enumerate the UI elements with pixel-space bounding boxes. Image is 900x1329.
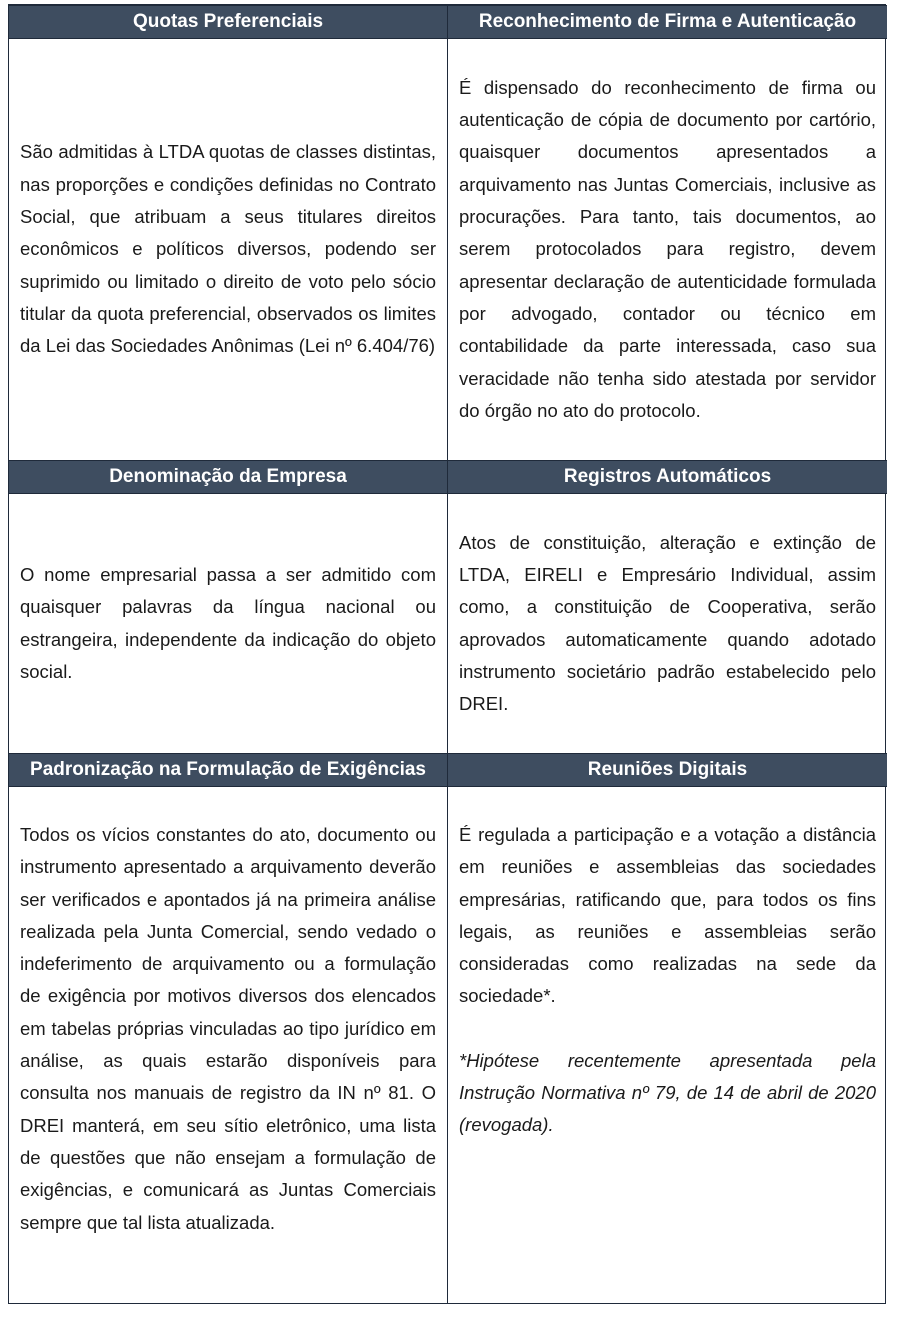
cell-padronizacao-exigencias (9, 787, 448, 1303)
header-quotas-preferenciais: Quotas Preferenciais (9, 5, 448, 39)
header-registros-automaticos: Registros Automáticos (448, 460, 887, 494)
cell-quotas-preferenciais (9, 39, 448, 460)
cell-text: É dispensado do reconhecimento de firma ou autenticação de cópia de documento por cartório, quaisquer documentos apresentados a arquivamento nas Juntas Comerciais, inclusive as procurações. Para tanto, tais documentos, ao serem protocolados para registro, devem apresentar declaração de autenticidade formulada por advogado, contador ou técnico em contabilidade da parte interessada, caso sua veracidade não tenha sido atestada por servidor do órgão no ato do protocolo. (459, 76, 876, 421)
cell-text: São admitidas à LTDA quotas de classes distintas, nas proporções e condições definidas no Contrato Social, que atribuam a seus titulares direitos econômicos e políticos diversos, podendo ser suprimido ou limitado o direito de voto pelo sócio titular da quota preferencial, observados os limites da Lei das Sociedades Anônimas (Lei nº 6.404/76) (20, 141, 436, 357)
cell-denominacao-empresa (9, 494, 448, 753)
header-denominacao-empresa: Denominação da Empresa (9, 460, 448, 494)
cell-reconhecimento-firma (448, 39, 887, 460)
header-padronizacao-exigencias: Padronização na Formulação de Exigências (9, 753, 448, 787)
comparison-table (8, 4, 886, 1304)
footnote: *Hipótese recentemente apresentada pela Instrução Normativa nº 79, de 14 de abril de 2020 (revogada). (459, 1049, 876, 1136)
cell-text: É regulada a participação e a votação a distância em reuniões e assembleias das sociedades empresárias, ratificando que, para todos os fins legais, as reuniões e assembleias serão consideradas como realizadas na sede da sociedade*. (459, 824, 876, 1007)
header-reunioes-digitais: Reuniões Digitais (448, 753, 887, 787)
cell-text: Todos os vícios constantes do ato, documento ou instrumento apresentado a arquivamento deverão ser verificados e apontados já na primeira análise realizada pela Junta Comercial, sendo vedado o indeferimento de arquivamento ou a formulação de exigência por motivos diversos dos elencados em tabelas próprias vinculadas ao tipo jurídico em análise, as quais estarão disponíveis para consulta nos manuais de registro da IN nº 81. O DREI manterá, em seu sítio eletrônico, uma lista de questões que não ensejam a formulação de exigências, e comunicará as Juntas Comerciais sempre que tal lista atualizada. (20, 824, 436, 1233)
cell-text: O nome empresarial passa a ser admitido com quaisquer palavras da língua nacional ou estrangeira, independente da indicação do objeto social. (20, 563, 436, 682)
cell-text: Atos de constituição, alteração e extinção de LTDA, EIRELI e Empresário Individual, assim como, a constituição de Cooperativa, serão aprovados automaticamente quando adotado instrumento societário padrão estabelecido pelo DREI. (459, 531, 876, 715)
cell-reunioes-digitais (448, 787, 887, 1303)
cell-registros-automaticos (448, 494, 887, 753)
header-reconhecimento-firma: Reconhecimento de Firma e Autenticação (448, 5, 887, 39)
